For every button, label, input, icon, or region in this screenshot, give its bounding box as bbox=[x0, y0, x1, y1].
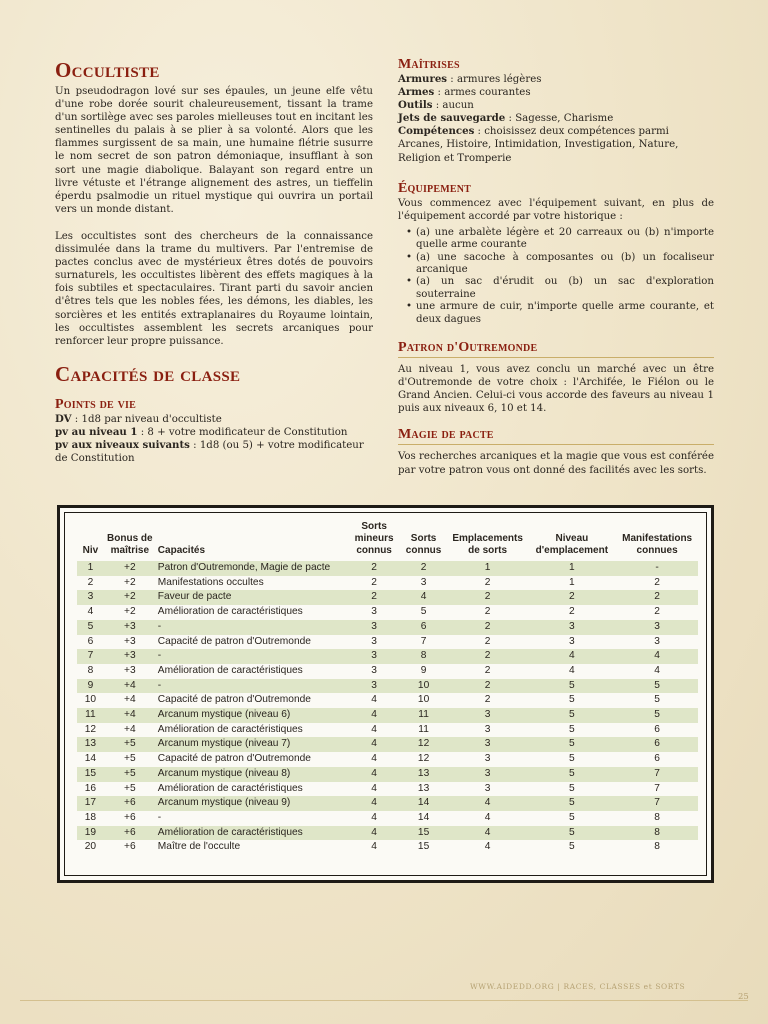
table-cell: 8 bbox=[654, 811, 660, 823]
table-cell: 5 bbox=[569, 811, 575, 823]
table-row bbox=[77, 620, 698, 635]
table-row bbox=[77, 679, 698, 694]
table-cell: +3 bbox=[104, 649, 156, 664]
table-cell: - bbox=[156, 679, 349, 694]
table-cell: 17 bbox=[77, 796, 104, 811]
dv-line: DV : 1d8 par niveau d'occultiste bbox=[55, 412, 222, 425]
table-cell: 12 bbox=[417, 753, 430, 765]
table-cell: 1 bbox=[77, 561, 104, 576]
table-cell: 10 bbox=[417, 694, 430, 706]
outils-line: Outils : aucun bbox=[398, 99, 474, 112]
table-cell: 10 bbox=[84, 694, 97, 706]
table-cell: 7 bbox=[420, 635, 427, 647]
table-cell: 13 bbox=[417, 782, 430, 794]
table-cell: 3 bbox=[484, 723, 491, 735]
footer-text: WWW.AIDEDD.ORG | RACES, CLASSES et SORTS bbox=[470, 982, 686, 991]
table-cell: Arcanum mystique (niveau 9) bbox=[156, 796, 349, 811]
table-cell: 2 bbox=[484, 694, 491, 706]
list-item: • (a) une arbalète légère et 20 carreaux ou (b) n'importe quelle arme courante bbox=[408, 227, 714, 252]
table-cell: 3 bbox=[349, 620, 400, 635]
table-cell: 2 bbox=[349, 561, 400, 576]
table-cell: 3 bbox=[448, 737, 528, 752]
table-cell: 2 bbox=[528, 590, 617, 605]
header-capacites: Capacités bbox=[157, 545, 206, 556]
table-cell: 4 bbox=[484, 811, 491, 823]
table-row bbox=[77, 664, 698, 679]
table-row bbox=[77, 576, 698, 591]
table-cell: 4 bbox=[349, 796, 400, 811]
armures-line: Armures : armures légères bbox=[398, 73, 542, 85]
header-bonus: Bonus de maîtrise bbox=[107, 533, 153, 556]
magie-text: Vos recherches arcaniques et la magie que vous est conférée par votre patron vous ont donné des facilités avec les sorts. bbox=[398, 451, 714, 476]
table-cell: 8 bbox=[654, 841, 660, 853]
equipement-text: Vous commencez avec l'équipement suivant, en plus de l'équipement accordé par votre historique : bbox=[398, 197, 714, 222]
table-row bbox=[77, 840, 698, 855]
table-cell: 12 bbox=[399, 737, 447, 752]
table-cell: Arcanum mystique (niveau 6) bbox=[156, 708, 349, 723]
footer-rule bbox=[20, 1000, 748, 1001]
table-cell: Manifestations occultes bbox=[157, 576, 264, 588]
intro-paragraph-2: Les occultistes sont des chercheurs de la connaissance dissimulée dans la trame du multivers. Par l'entremise de pactes conclus avec de mystérieux êtres dotés de pouvoirs surnaturels, les occultistes libèrent des effets magiques à la fois subtiles et spectaculaires. Tirant parti du savoir ancien d'êtres tels que les nobles fées, les démons, les diables, les sorcières et les entités extraplanaires du Royaume lointain, les occultistes assemblent les secrets arcaniques pour renforcer leur propre puissance. bbox=[55, 230, 373, 347]
table-cell: 8 bbox=[87, 664, 94, 676]
table-cell: 4 bbox=[349, 767, 400, 782]
table-cell: 6 bbox=[654, 723, 660, 735]
header-niveau-emplacement: Niveau d'emplacement bbox=[535, 533, 609, 556]
table-cell: 5 bbox=[528, 826, 617, 841]
table-cell: 4 bbox=[371, 723, 377, 735]
table-row bbox=[77, 708, 698, 723]
table-row bbox=[77, 605, 698, 620]
table-cell: 5 bbox=[616, 679, 698, 694]
list-item: • une armure de cuir, n'importe quelle arme courante, et deux dagues bbox=[408, 301, 714, 326]
class-table-frame bbox=[57, 505, 714, 883]
table-row bbox=[77, 811, 698, 826]
table-cell: Capacité de patron d'Outremonde bbox=[157, 635, 311, 647]
table-cell: 15 bbox=[77, 767, 104, 782]
patron-title: Patron d'Outremonde bbox=[398, 340, 714, 358]
table-cell: 2 bbox=[371, 576, 377, 588]
table-row bbox=[77, 693, 698, 708]
table-cell: +4 bbox=[104, 708, 156, 723]
table-cell: 2 bbox=[484, 664, 491, 676]
table-cell: 6 bbox=[616, 737, 698, 752]
table-cell: +5 bbox=[104, 737, 156, 752]
table-cell: 4 bbox=[569, 664, 575, 676]
table-cell: 3 bbox=[484, 753, 491, 765]
table-cell: 4 bbox=[371, 811, 377, 823]
table-row bbox=[77, 737, 698, 752]
patron-text: Au niveau 1, vous avez conclu un marché avec un être d'Outremonde de votre choix : l'Archifée, le Fiélon ou le Grand Ancien. Celui-ci vous accorde des faveurs au niveau 1 puis aux niveaux 6, 10 et 14. bbox=[398, 364, 714, 415]
class-title: Occultiste bbox=[55, 58, 160, 82]
table-cell: 7 bbox=[616, 767, 698, 782]
header-niv: Niv bbox=[82, 545, 99, 556]
table-cell: 11 bbox=[77, 708, 104, 723]
table-cell: 13 bbox=[77, 737, 104, 752]
table-cell: 3 bbox=[528, 620, 617, 635]
table-cell: - bbox=[616, 561, 698, 576]
class-table bbox=[77, 521, 698, 855]
list-item: • (a) un sac d'érudit ou (b) un sac d'exploration souterraine bbox=[408, 276, 714, 301]
table-cell: 5 bbox=[569, 841, 575, 853]
table-cell: 1 bbox=[528, 561, 617, 576]
table-row bbox=[77, 649, 698, 664]
table-cell: 3 bbox=[448, 767, 528, 782]
table-cell: 7 bbox=[654, 782, 660, 794]
table-cell: 15 bbox=[417, 841, 430, 853]
table-cell: 12 bbox=[84, 723, 97, 735]
table-cell: 1 bbox=[569, 576, 575, 588]
table-cell: Amélioration de caractéristiques bbox=[157, 723, 303, 735]
table-cell: 4 bbox=[371, 753, 377, 765]
table-cell: +2 bbox=[104, 561, 156, 576]
table-cell: 6 bbox=[654, 753, 660, 765]
equipement-title: Équipement bbox=[398, 180, 472, 196]
table-cell: Arcanum mystique (niveau 7) bbox=[156, 737, 349, 752]
armes-line: Armes : armes courantes bbox=[398, 86, 531, 99]
table-cell: 15 bbox=[399, 826, 447, 841]
table-cell: +6 bbox=[124, 841, 136, 853]
table-cell: 3 bbox=[616, 620, 698, 635]
table-row bbox=[77, 561, 698, 576]
table-cell: 3 bbox=[349, 649, 400, 664]
table-cell: 7 bbox=[616, 796, 698, 811]
capacites-title: Capacités de classe bbox=[55, 361, 241, 386]
table-cell: 5 bbox=[569, 694, 575, 706]
table-cell: 5 bbox=[528, 708, 617, 723]
table-cell: Maître de l'occulte bbox=[157, 841, 241, 853]
table-cell: 14 bbox=[399, 796, 447, 811]
points-de-vie-title: Points de vie bbox=[55, 396, 136, 412]
table-cell: 5 bbox=[528, 737, 617, 752]
table-cell: 4 bbox=[448, 826, 528, 841]
table-row bbox=[77, 826, 698, 841]
table-cell: 3 bbox=[484, 782, 491, 794]
table-cell: 14 bbox=[84, 753, 97, 765]
table-cell: 2 bbox=[484, 576, 491, 588]
table-cell: +3 bbox=[124, 635, 136, 647]
table-cell: +5 bbox=[104, 767, 156, 782]
table-cell: 13 bbox=[399, 767, 447, 782]
table-cell: +5 bbox=[124, 782, 136, 794]
table-cell: 4 bbox=[371, 782, 377, 794]
table-body bbox=[77, 561, 698, 855]
table-cell: +3 bbox=[104, 620, 156, 635]
table-cell: +6 bbox=[104, 826, 156, 841]
table-cell: 11 bbox=[418, 723, 429, 735]
table-cell: +2 bbox=[124, 576, 136, 588]
table-cell: 2 bbox=[448, 649, 528, 664]
table-cell: Capacité de patron d'Outremonde bbox=[157, 694, 311, 706]
table-cell: +4 bbox=[124, 694, 136, 706]
table-cell: 4 bbox=[528, 649, 617, 664]
table-cell: 2 bbox=[448, 679, 528, 694]
table-cell: 5 bbox=[77, 620, 104, 635]
table-cell: +5 bbox=[124, 753, 136, 765]
table-cell: 5 bbox=[528, 767, 617, 782]
table-cell: 4 bbox=[654, 664, 660, 676]
table-cell: +6 bbox=[124, 811, 136, 823]
magie-title: Magie de pacte bbox=[398, 427, 714, 445]
table-cell: Capacité de patron d'Outremonde bbox=[157, 753, 311, 765]
table-cell: 11 bbox=[399, 708, 447, 723]
table-cell: 2 bbox=[448, 590, 528, 605]
table-cell: 4 bbox=[349, 708, 400, 723]
table-cell: Amélioration de caractéristiques bbox=[156, 826, 349, 841]
table-cell: 2 bbox=[654, 606, 660, 618]
table-cell: 5 bbox=[420, 606, 427, 618]
table-cell: +3 bbox=[124, 664, 136, 676]
table-cell: 8 bbox=[399, 649, 447, 664]
table-cell: 4 bbox=[87, 606, 94, 618]
table-cell: 4 bbox=[371, 841, 377, 853]
table-cell: 1 bbox=[448, 561, 528, 576]
table-cell: 4 bbox=[349, 737, 400, 752]
pv-niveau1-line: pv au niveau 1 : 8 + votre modificateur de Constitution bbox=[55, 425, 348, 438]
table-cell: - bbox=[157, 811, 162, 823]
table-cell: 5 bbox=[569, 753, 575, 765]
pv-suivants-line: pv aux niveaux suivants : 1d8 (ou 5) + votre modificateur de Constitution bbox=[55, 438, 364, 465]
table-cell: 9 bbox=[420, 664, 427, 676]
table-header-row bbox=[77, 521, 698, 561]
table-cell: 7 bbox=[77, 649, 104, 664]
table-cell: 3 bbox=[420, 576, 427, 588]
table-cell: Arcanum mystique (niveau 8) bbox=[156, 767, 349, 782]
table-cell: 4 bbox=[371, 694, 377, 706]
table-cell: - bbox=[156, 649, 349, 664]
table-cell: 20 bbox=[84, 841, 97, 853]
table-cell: 2 bbox=[399, 561, 447, 576]
table-cell: 2 bbox=[87, 576, 94, 588]
table-cell: 5 bbox=[569, 782, 575, 794]
table-cell: 6 bbox=[87, 635, 94, 647]
table-cell: 18 bbox=[84, 811, 97, 823]
intro-paragraph-1: Un pseudodragon lové sur ses épaules, un jeune elfe vêtu d'une robe dorée sourit chaleureusement, tissant la trame d'un sortilège avec ses paroles mielleuses tout en incitant les sentinelles du palais à se plier à sa volonté. Alors que les flammes surgissent de sa main, une humaine flétrie susurre le nom secret de son patron démoniaque, insufflant à son sort une magie diabolique. Balayant son regard entre un livre vétuste et l'étrange alignement des astres, un tieffelin éperdu psalmodie un rituel mystique qui ouvrira un portail vers un monde distant. bbox=[55, 86, 373, 215]
table-cell: 3 bbox=[371, 606, 377, 618]
table-cell: 3 bbox=[569, 635, 575, 647]
table-cell: 8 bbox=[616, 826, 698, 841]
table-cell: 14 bbox=[417, 811, 430, 823]
table-cell: 2 bbox=[654, 576, 660, 588]
table-row bbox=[77, 590, 698, 605]
table-cell: 4 bbox=[484, 841, 491, 853]
table-cell: 2 bbox=[448, 620, 528, 635]
table-row bbox=[77, 796, 698, 811]
table-cell: +4 bbox=[104, 679, 156, 694]
left-column bbox=[55, 58, 373, 465]
maitrises-title: Maîtrises bbox=[398, 57, 460, 72]
competences-line: Compétences : choisissez deux compétences parmi Arcanes, Histoire, Intimidation, Investigation, Nature, Religion et Tromperie bbox=[398, 125, 679, 164]
table-cell: 3 bbox=[371, 664, 377, 676]
list-item: • (a) une sacoche à composantes ou (b) un focaliseur arcanique bbox=[408, 252, 714, 277]
table-cell: 4 bbox=[399, 590, 447, 605]
table-cell: 4 bbox=[616, 649, 698, 664]
table-row bbox=[77, 782, 698, 797]
table-cell: 3 bbox=[349, 679, 400, 694]
table-cell: 10 bbox=[399, 679, 447, 694]
table-cell: 2 bbox=[569, 606, 575, 618]
table-cell: 2 bbox=[616, 590, 698, 605]
right-column bbox=[398, 57, 714, 477]
table-cell: 19 bbox=[77, 826, 104, 841]
table-cell: 5 bbox=[528, 796, 617, 811]
table-cell: 2 bbox=[349, 590, 400, 605]
table-cell: 16 bbox=[84, 782, 97, 794]
header-manifestations: Manifestations connues bbox=[622, 533, 693, 556]
table-cell: 2 bbox=[484, 635, 491, 647]
equipement-list bbox=[398, 227, 714, 326]
table-cell: 3 bbox=[448, 708, 528, 723]
table-cell: 2 bbox=[484, 606, 491, 618]
table-row bbox=[77, 635, 698, 650]
table-cell: 3 bbox=[371, 635, 377, 647]
table-cell: +6 bbox=[104, 796, 156, 811]
table-cell: +4 bbox=[124, 723, 136, 735]
table-cell: +2 bbox=[104, 590, 156, 605]
table-cell: Faveur de pacte bbox=[156, 590, 349, 605]
table-row bbox=[77, 723, 698, 738]
table-cell: 5 bbox=[569, 723, 575, 735]
header-emplacements: Emplacements de sorts bbox=[452, 533, 523, 556]
table-cell: Amélioration de caractéristiques bbox=[157, 782, 303, 794]
table-cell: 4 bbox=[349, 826, 400, 841]
table-row bbox=[77, 767, 698, 782]
table-cell: 4 bbox=[448, 796, 528, 811]
header-sorts-mineurs: Sorts mineurs connus bbox=[354, 521, 394, 556]
table-cell: 9 bbox=[77, 679, 104, 694]
page-number: 25 bbox=[738, 992, 749, 1002]
table-cell: 5 bbox=[616, 708, 698, 723]
table-cell: 5 bbox=[654, 694, 660, 706]
table-cell: - bbox=[156, 620, 349, 635]
table-cell: 6 bbox=[399, 620, 447, 635]
table-cell: 3 bbox=[77, 590, 104, 605]
table-cell: +2 bbox=[124, 606, 136, 618]
table-row bbox=[77, 752, 698, 767]
table-cell: 3 bbox=[654, 635, 660, 647]
header-sorts: Sorts connus bbox=[405, 533, 442, 556]
table-cell: Amélioration de caractéristiques bbox=[157, 606, 303, 618]
table-cell: Patron d'Outremonde, Magie de pacte bbox=[156, 561, 349, 576]
jets-line: Jets de sauvegarde : Sagesse, Charisme bbox=[398, 112, 614, 125]
table-cell: 5 bbox=[528, 679, 617, 694]
table-cell: Amélioration de caractéristiques bbox=[157, 664, 303, 676]
